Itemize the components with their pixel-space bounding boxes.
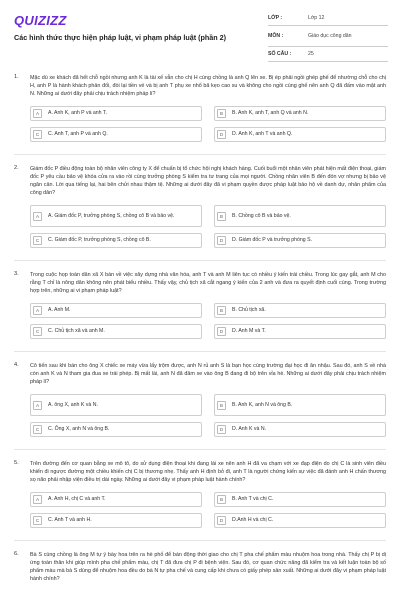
question-text: Giám đốc P điều động toàn bộ nhân viên công ty X để chuẩn bị tổ chức hội nghị khách hàng. Cuối buổi một nhân viên phát hiện mất điện thoại, giám đốc P yêu cầu bảo vệ khóa cửa ra vào rồi cùng trưởng phòng S kiểm tra tư trang của mọi người. Chồng nhân viên B đến đón vợ nhưng bị bảo vệ ngăn cản. Lời qua tiếng lại, hai bên chửi nhau thậm tệ. Những ai dưới đây đã vi phạm quyền được pháp luật bảo hộ về danh dự, nhân phẩm của công dân? (30, 166, 386, 196)
question-text: Bà S cùng chồng là ông M tự ý bày hoa trên ra hè phố để bán động thời giao cho chị T pha chế phẩm màu nhuộm hoa trong nhà. Thấy chị P bị dị ứng toàn thân khi giúp mình pha chế phẩm màu, chị T đã đưa chị P đi bệnh viện. Sau đó, cơ quan chức năng đã kiểm tra và kết luận toàn bộ số phẩm màu mà bà S dùng để nhuộm hoa đều do bà N tự pha chế và cung cấp khi chưa có giấy phép sản xuất. Những ai dưới đây vi phạm pháp luật hành chính? (30, 552, 386, 582)
option-text: D. Anh M và T. (232, 328, 266, 334)
answer-option[interactable] (214, 106, 386, 121)
option-text: C. Ông X, anh N và ông B. (48, 426, 110, 432)
answer-option[interactable] (30, 303, 202, 318)
question-number: 5. (14, 460, 19, 466)
option-text: D. Anh K, anh T và anh Q. (232, 131, 293, 137)
meta-label: SỐ CÂU : (268, 51, 292, 57)
option-letter-box: A (33, 495, 42, 504)
worksheet-title: Các hình thức thực hiện pháp luật, vi phạm pháp luật (phần 2) (14, 33, 227, 42)
question-block (0, 165, 400, 248)
answer-option[interactable] (30, 324, 202, 339)
question-text: Mặc dù xe khách đã hết chỗ ngồi nhưng anh K là tài xế vẫn cho chị H cùng chồng là anh Q lên xe. Bị ép phải ngồi ghép ghế để nhường chỗ cho chị H, anh P là hành khách phản đối, đòi lại tiền vé và bị anh T phụ xe nhổ bã kẹo cao su và không cho ngồi cùng ghế nên anh Q đã đấm vào mặt anh N. Những ai dưới đây phải chịu trách nhiệm pháp lí? (30, 75, 386, 97)
option-letter-box: D (217, 425, 226, 434)
option-text: D. Anh K và N. (232, 426, 267, 432)
option-text: A. Anh H, chị C và anh T. (48, 496, 106, 502)
question-text: Trong cuộc họp toàn dân xã X bàn về việc xây dựng nhà văn hóa, anh T và anh M liên tục có nhiều ý kiến trái chiều. Trong lúc gay gắt, anh M cho rằng T chỉ là nông dân không nên phát biểu nhiều. Thấy vậy, chủ tịch xã cắt ngang ý kiến của 2 anh và đưa ra quyết định cuối cùng. Trong trường hợp trên, những ai vi phạm pháp luật? (30, 272, 386, 294)
option-letter-box: B (217, 212, 226, 221)
answer-option[interactable] (30, 205, 202, 227)
question-divider (14, 154, 386, 155)
question-block (0, 551, 400, 583)
meta-label: LỚP : (268, 15, 283, 21)
meta-value: Giáo dục công dân (308, 33, 352, 39)
question-number: 1. (14, 74, 19, 80)
question-divider (14, 449, 386, 450)
answer-options (30, 106, 386, 142)
question-block (0, 74, 400, 142)
option-letter-box: B (217, 109, 226, 118)
option-letter-box: D (217, 130, 226, 139)
option-letter-box: B (217, 306, 226, 315)
option-text: A. Giám đốc P, trưởng phòng S, chồng cô B và bảo vệ. (48, 212, 175, 219)
worksheet-header (0, 0, 400, 66)
answer-option[interactable] (214, 394, 386, 416)
answer-options (30, 303, 386, 339)
answer-option[interactable] (30, 233, 202, 248)
meta-value: 25 (308, 51, 314, 57)
answer-option[interactable] (214, 422, 386, 437)
option-text: C. Chủ tịch xã và anh M. (48, 328, 105, 334)
option-letter-box: C (33, 516, 42, 525)
quizizz-logo: QUIZIZZ (14, 13, 67, 28)
question-number: 6. (14, 551, 19, 557)
question-text: Trên đường đến cơ quan bằng xe mô tô, do sử dụng điện thoại khi đang lái xe nên anh H đã va chạm với xe đạp điện do chị C là sinh viên điều khiển đi ngược đường một chiều khiến chị C bị thương nhẹ. Thấy anh H định bỏ đi, anh T là người chứng kiến sự việc đã đánh anh H chấn thương sọ não phải nhập viện điều trị dài ngày. Những ai dưới đây vi phạm pháp luật hành chính? (30, 461, 386, 483)
question-number: 3. (14, 271, 19, 277)
question-block (0, 271, 400, 339)
question-number: 2. (14, 165, 19, 171)
option-text: A. Anh K, anh P và anh T. (48, 110, 107, 116)
option-letter-box: C (33, 236, 42, 245)
answer-options (30, 205, 386, 248)
option-text: B. Anh K, anh T, anh Q và anh N. (232, 110, 309, 116)
option-letter-box: C (33, 425, 42, 434)
option-text: D. Giám đốc P và trưởng phòng S. (232, 237, 313, 243)
answer-option[interactable] (30, 106, 202, 121)
question-block (0, 362, 400, 437)
question-number: 4. (14, 362, 19, 368)
question-divider (14, 260, 386, 261)
answer-option[interactable] (214, 205, 386, 227)
question-list (0, 74, 400, 595)
meta-value: Lớp 12 (308, 15, 325, 21)
option-letter-box: A (33, 109, 42, 118)
option-letter-box: C (33, 327, 42, 336)
option-text: D.Anh H và chị C. (232, 517, 274, 523)
option-letter-box: A (33, 306, 42, 315)
option-letter-box: D (217, 516, 226, 525)
answer-option[interactable] (30, 127, 202, 142)
question-divider (14, 540, 386, 541)
answer-option[interactable] (214, 303, 386, 318)
meta-row-class (268, 11, 388, 26)
answer-option[interactable] (214, 324, 386, 339)
answer-option[interactable] (30, 492, 202, 507)
answer-option[interactable] (30, 422, 202, 437)
question-divider (14, 351, 386, 352)
answer-option[interactable] (214, 492, 386, 507)
option-letter-box: A (33, 212, 42, 221)
option-letter-box: D (217, 327, 226, 336)
answer-options (30, 394, 386, 437)
option-letter-box: B (217, 401, 226, 410)
option-text: C. Giám đốc P, trưởng phòng S, chồng cô B. (48, 237, 151, 243)
option-text: B. Anh K, anh N và ông B. (232, 401, 293, 408)
option-text: A. ông X, anh K và N. (48, 401, 98, 408)
meta-row-count (268, 47, 388, 62)
option-text: B. Anh T và chị C. (232, 496, 274, 502)
meta-row-subject (268, 26, 388, 47)
option-letter-box: D (217, 236, 226, 245)
answer-option[interactable] (30, 394, 202, 416)
answer-options (30, 492, 386, 528)
answer-option[interactable] (214, 233, 386, 248)
option-text: C. Anh T, anh P và anh Q. (48, 131, 108, 137)
answer-option[interactable] (214, 513, 386, 528)
option-letter-box: B (217, 495, 226, 504)
meta-label: MÔN : (268, 33, 284, 39)
option-letter-box: C (33, 130, 42, 139)
option-text: A. Anh M. (48, 307, 71, 313)
option-text: B. Chủ tịch xã. (232, 307, 266, 313)
meta-table (268, 11, 388, 62)
question-block (0, 460, 400, 528)
answer-option[interactable] (214, 127, 386, 142)
option-letter-box: A (33, 401, 42, 410)
option-text: C. Anh T và anh H. (48, 517, 92, 523)
answer-option[interactable] (30, 513, 202, 528)
question-text: Cô tiến sau khi bán cho ông X chiếc xe máy vừa lấy trộm được, anh N rủ anh S là bạn học cùng trường đại học đi ăn nhậu. Sau đó, anh S về nhà còn anh K và N tham gia đua xe trái phép. Bị mất lái, anh N đã đâm xe vào ông B đang đi bộ trên vỉa hè. Những ai dưới đây phải chịu trách nhiệm pháp lí? (30, 363, 386, 385)
option-text: B. Chồng cô B và bảo vệ. (232, 212, 291, 219)
